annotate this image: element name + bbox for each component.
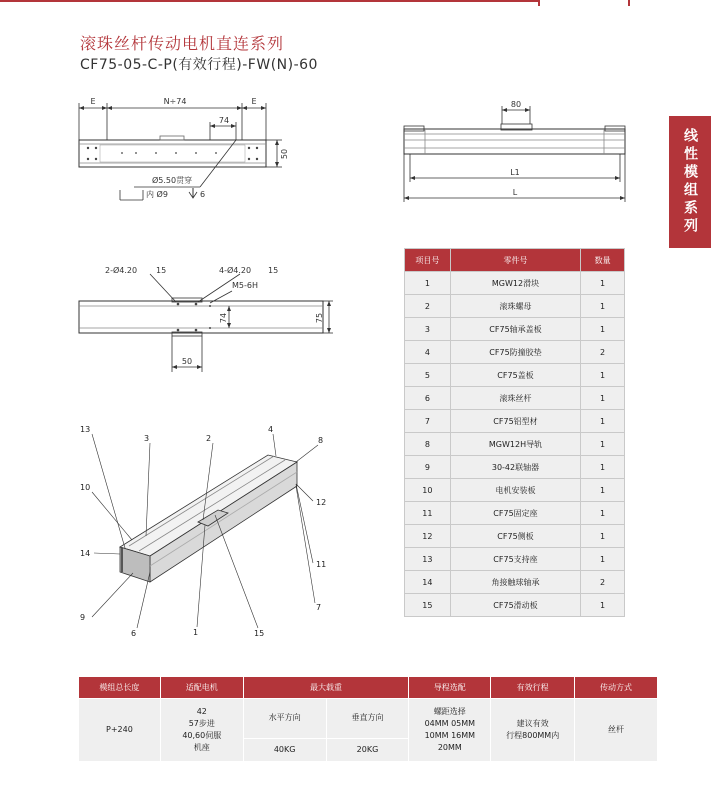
part-name: CF75侧板 xyxy=(450,525,580,548)
part-name: MGW12H导轨 xyxy=(450,433,580,456)
part-item-no: 4 xyxy=(405,341,451,364)
callout-3: 3 xyxy=(144,434,150,443)
parts-table-row xyxy=(405,479,625,502)
part-qty: 2 xyxy=(581,341,625,364)
spec-load-vertical-label: 垂直方向 xyxy=(326,699,409,739)
dim-n74: N÷74 xyxy=(163,97,187,106)
dim-74-top: 74 xyxy=(218,116,230,125)
hole-note-counterbore: 内 Ø9 xyxy=(146,190,168,199)
callout-1: 1 xyxy=(193,628,199,637)
hole-note-right: 4-Ø4.20 xyxy=(219,266,252,275)
part-qty: 1 xyxy=(581,479,625,502)
callout-12: 12 xyxy=(316,498,327,507)
bottom-view-drawing xyxy=(79,265,333,372)
dim-50-bottom: 50 xyxy=(181,357,193,366)
part-qty: 1 xyxy=(581,387,625,410)
stroke-line: 行程800MM内 xyxy=(506,731,560,740)
part-name: CF75盖板 xyxy=(450,364,580,387)
parts-table-row xyxy=(405,387,625,410)
dim-e-left: E xyxy=(90,97,96,106)
part-name: 角接触球轴承 xyxy=(450,571,580,594)
part-item-no: 14 xyxy=(405,571,451,594)
col-drive: 传动方式 xyxy=(575,677,658,699)
part-qty: 1 xyxy=(581,433,625,456)
col-lead: 导程选配 xyxy=(409,677,491,699)
top-view-drawing xyxy=(79,97,289,200)
motor-line: 40,60伺服 xyxy=(182,731,222,740)
motor-line: 57步进 xyxy=(188,719,215,728)
isometric-view-drawing xyxy=(80,425,326,638)
dim-l: L xyxy=(512,188,518,197)
part-item-no: 8 xyxy=(405,433,451,456)
parts-table-row xyxy=(405,433,625,456)
model-code: CF75-05-C-P(有效行程)-FW(N)-60 xyxy=(80,57,318,73)
parts-table-row xyxy=(405,502,625,525)
motor-line: 42 xyxy=(196,707,207,716)
part-item-no: 7 xyxy=(405,410,451,433)
parts-table-row xyxy=(405,571,625,594)
spec-lead xyxy=(409,699,491,762)
thread-note: M5-6H xyxy=(232,281,258,290)
part-item-no: 11 xyxy=(405,502,451,525)
callout-2: 2 xyxy=(206,434,212,443)
side-tab-label: 线性模组系列 xyxy=(682,128,698,236)
part-item-no: 6 xyxy=(405,387,451,410)
spec-load-horizontal: 40KG xyxy=(243,738,326,761)
part-name: CF75防撞胶垫 xyxy=(450,341,580,364)
part-name: 电机安装板 xyxy=(450,479,580,502)
part-item-no: 13 xyxy=(405,548,451,571)
hole-note-left: 2-Ø4.20 xyxy=(105,266,138,275)
part-name: CF75支持座 xyxy=(450,548,580,571)
part-item-no: 15 xyxy=(405,594,451,617)
part-qty: 1 xyxy=(581,548,625,571)
parts-table-header xyxy=(405,249,625,272)
parts-table-row xyxy=(405,410,625,433)
col-stroke: 有效行程 xyxy=(491,677,575,699)
spec-load-vertical: 20KG xyxy=(326,738,409,761)
stroke-line: 建议有效 xyxy=(516,719,549,728)
part-name: 滚珠螺母 xyxy=(450,295,580,318)
motor-line: 机座 xyxy=(193,743,210,752)
part-qty: 1 xyxy=(581,502,625,525)
parts-table-row xyxy=(405,548,625,571)
spec-total-length: P+240 xyxy=(79,699,161,762)
dim-l1: L1 xyxy=(510,168,520,177)
parts-table-row xyxy=(405,341,625,364)
parts-table xyxy=(404,248,625,617)
part-item-no: 9 xyxy=(405,456,451,479)
lead-line: 20MM xyxy=(437,743,462,752)
part-name: 30-42联轴器 xyxy=(450,456,580,479)
part-qty: 1 xyxy=(581,295,625,318)
part-item-no: 5 xyxy=(405,364,451,387)
dim-80: 80 xyxy=(510,100,522,109)
callout-11: 11 xyxy=(316,560,327,569)
part-name: CF75轴承盖板 xyxy=(450,318,580,341)
col-qty: 数量 xyxy=(581,249,625,272)
part-item-no: 1 xyxy=(405,272,451,295)
part-qty: 1 xyxy=(581,272,625,295)
callout-14: 14 xyxy=(80,549,91,558)
spec-drive: 丝杆 xyxy=(575,699,658,762)
dim-75: 75 xyxy=(315,312,324,324)
parts-table-row xyxy=(405,272,625,295)
part-qty: 1 xyxy=(581,525,625,548)
callout-15: 15 xyxy=(254,629,265,638)
hole-note-right-depth: 15 xyxy=(268,266,279,275)
callout-4: 4 xyxy=(268,425,274,434)
part-item-no: 12 xyxy=(405,525,451,548)
part-name: CF75铝型材 xyxy=(450,410,580,433)
part-qty: 2 xyxy=(581,571,625,594)
callout-9: 9 xyxy=(80,613,86,622)
part-qty: 1 xyxy=(581,594,625,617)
part-item-no: 10 xyxy=(405,479,451,502)
part-qty: 1 xyxy=(581,410,625,433)
dim-e-right: E xyxy=(251,97,257,106)
hole-note-depth: 6 xyxy=(200,190,206,199)
spec-motor xyxy=(160,699,243,762)
callout-10: 10 xyxy=(80,483,91,492)
part-name: CF75滑动板 xyxy=(450,594,580,617)
part-qty: 1 xyxy=(581,364,625,387)
part-item-no: 2 xyxy=(405,295,451,318)
callout-8: 8 xyxy=(318,436,324,445)
parts-table-row xyxy=(405,525,625,548)
lead-line: 10MM 16MM xyxy=(424,731,476,740)
spec-table xyxy=(78,676,658,762)
spec-stroke xyxy=(491,699,575,762)
spec-load-horizontal-label: 水平方向 xyxy=(243,699,326,739)
col-motor: 适配电机 xyxy=(160,677,243,699)
hole-note-left-depth: 15 xyxy=(156,266,167,275)
parts-table-row xyxy=(405,318,625,341)
dim-74-bottom: 74 xyxy=(219,312,228,324)
parts-table-row xyxy=(405,295,625,318)
lead-line: 螺距选择 xyxy=(433,707,466,716)
parts-table-row xyxy=(405,594,625,617)
side-view-drawing xyxy=(404,100,625,202)
callout-6: 6 xyxy=(131,629,137,638)
part-item-no: 3 xyxy=(405,318,451,341)
spec-row xyxy=(79,699,658,739)
part-qty: 1 xyxy=(581,456,625,479)
col-total-length: 模组总长度 xyxy=(79,677,161,699)
parts-table-row xyxy=(405,364,625,387)
page-title: 滚珠丝杆传动电机直连系列 xyxy=(80,34,285,53)
hole-note-through: Ø5.50贯穿 xyxy=(152,176,193,185)
part-name: 滚珠丝杆 xyxy=(450,387,580,410)
part-qty: 1 xyxy=(581,318,625,341)
parts-table-row xyxy=(405,456,625,479)
dim-50-top: 50 xyxy=(280,148,289,160)
col-max-load: 最大载重 xyxy=(243,677,409,699)
part-name: MGW12滑块 xyxy=(450,272,580,295)
col-item-no: 项目号 xyxy=(405,249,451,272)
callout-13: 13 xyxy=(80,425,91,434)
callout-7: 7 xyxy=(316,603,322,612)
spec-table-header xyxy=(79,677,658,699)
lead-line: 04MM 05MM xyxy=(424,719,476,728)
part-name: CF75固定座 xyxy=(450,502,580,525)
col-part-no: 零件号 xyxy=(450,249,580,272)
